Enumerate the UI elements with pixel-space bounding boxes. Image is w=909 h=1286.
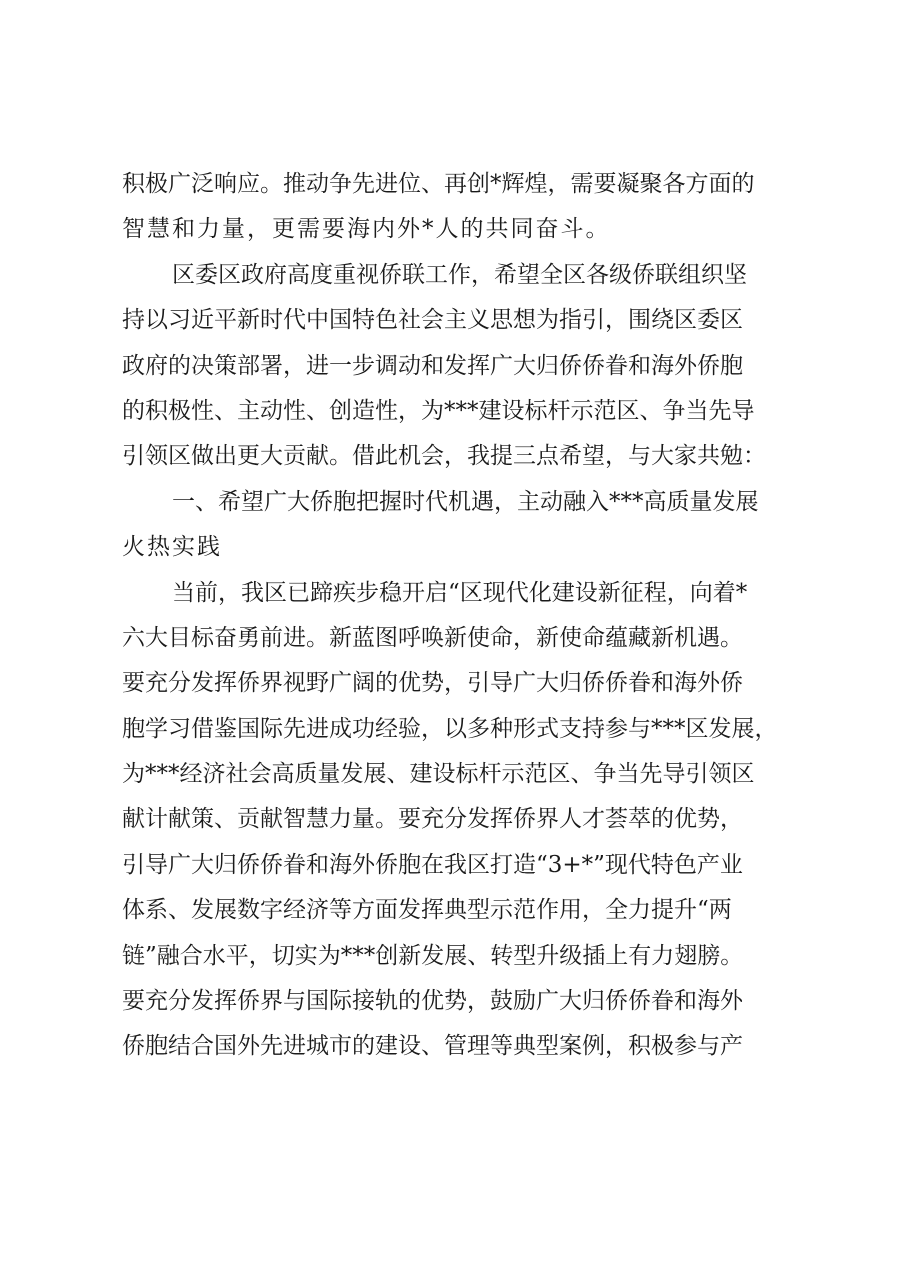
text-line: 引导广大归侨侨眷和海外侨胞在我区打造“3+*”现代特色产业 [122, 851, 743, 878]
text-line: 一、希望广大侨胞把握时代机遇，主动融入***高质量发展 [172, 488, 759, 515]
text-line: 侨胞结合国外先进城市的建设、管理等典型案例，积极参与产 [122, 1033, 743, 1060]
text-line: 积极广泛响应。推动争先进位、再创*辉煌，需要凝聚各方面的 [122, 171, 755, 197]
text-line: 政府的决策部署，进一步调动和发挥广大归侨侨眷和海外侨胞 [122, 352, 743, 379]
text-line: 体系、发展数字经济等方面发挥典型示范作用，全力提升“两 [122, 897, 732, 924]
text-line: 的积极性、主动性、创造性，为***建设标杆示范区、争当先导 [122, 397, 755, 424]
text-line: 献计献策、贡献智慧力量。要充分发挥侨界人才荟萃的优势， [122, 806, 743, 833]
text-line: 链”融合水平，切实为***创新发展、转型升级插上有力翅膀。 [122, 942, 744, 969]
text-line: 持以习近平新时代中国特色社会主义思想为指引，围绕区委区 [122, 307, 743, 334]
text-line: 为***经济社会高质量发展、建设标杆示范区、争当先导引领区 [122, 761, 755, 788]
text-line: 六大目标奋勇前进。新蓝图呼唤新使命，新使命蕴藏新机遇。 [122, 624, 743, 651]
text-line: 区委区政府高度重视侨联工作，希望全区各级侨联组织坚 [172, 261, 747, 288]
text-line: 火热实践 [122, 534, 222, 561]
text-line: 胞学习借鉴国际先进成功经验，以多种形式支持参与***区发展， [122, 715, 778, 742]
text-line: 引领区做出更大贡献。借此机会，我提三点希望，与大家共勉： [122, 443, 766, 470]
text-line: 要充分发挥侨界与国际接轨的优势，鼓励广大归侨侨眷和海外 [122, 988, 743, 1015]
document-body [122, 162, 812, 1070]
text-line: 当前，我区已蹄疾步稳开启“区现代化建设新征程，向着* [172, 579, 748, 606]
text-line: 要充分发挥侨界视野广阔的优势，引导广大归侨侨眷和海外侨 [122, 670, 743, 697]
text-line: 智慧和力量，更需要海内外*人的共同奋斗。 [122, 216, 611, 243]
